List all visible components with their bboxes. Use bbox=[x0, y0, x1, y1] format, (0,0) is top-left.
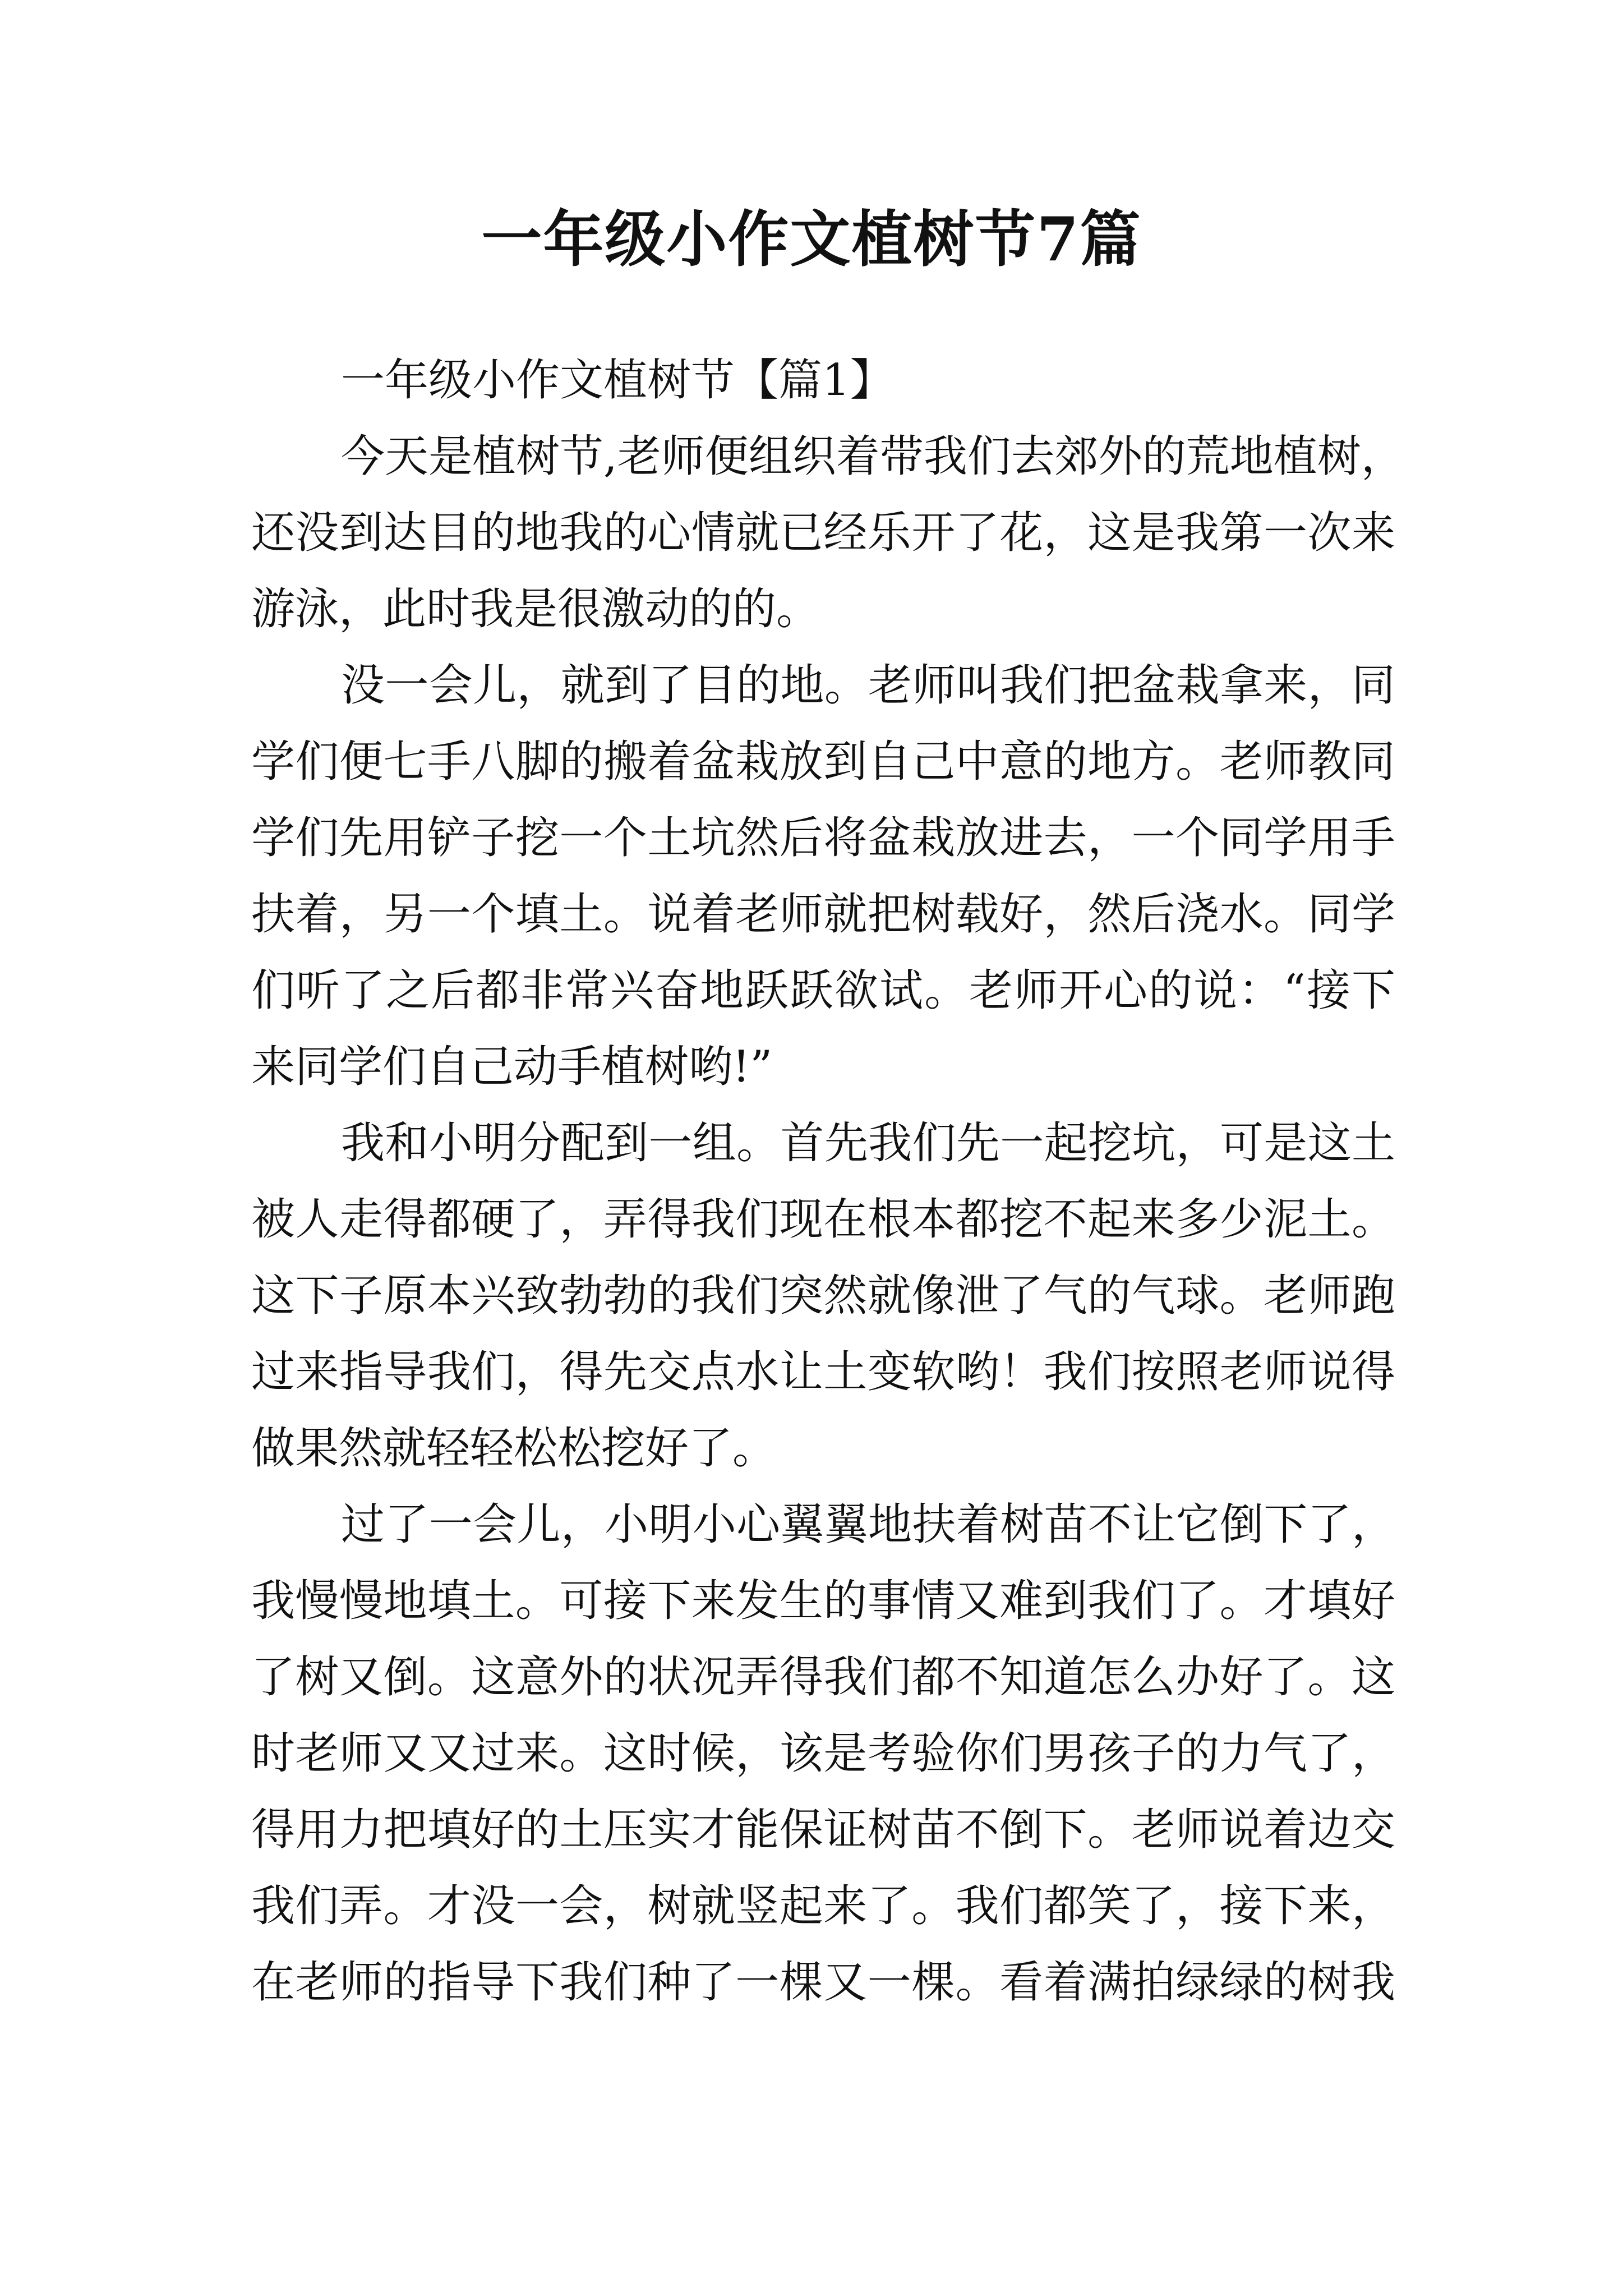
document-title: 一年级小作文植树节7篇 bbox=[481, 204, 1142, 275]
text-line: 时老师又又过来。这时候，该是考验你们男孩子的力气了， bbox=[251, 1728, 1395, 1779]
text-line: 学们便七手八脚的搬着盆栽放到自己中意的地方。老师教同 bbox=[251, 737, 1395, 787]
text-line: 游泳，此时我是很激动的的。 bbox=[251, 584, 820, 634]
text-line: 一年级小作文植树节【篇1】 bbox=[341, 355, 894, 406]
text-line: 还没到达目的地我的心情就已经乐开了花，这是我第一次来 bbox=[251, 508, 1395, 558]
text-line: 这下子原本兴致勃勃的我们突然就像泄了气的气球。老师跑 bbox=[251, 1271, 1395, 1321]
text-line: 过了一会儿，小明小心翼翼地扶着树苗不让它倒下了， bbox=[341, 1499, 1395, 1550]
text-line: 我和小明分配到一组。首先我们先一起挖坑，可是这土 bbox=[341, 1118, 1395, 1168]
text-line: 我们弄。才没一会，树就竖起来了。我们都笑了，接下来， bbox=[251, 1881, 1395, 1931]
text-line: 做果然就轻轻松松挖好了。 bbox=[251, 1423, 777, 1474]
document-body bbox=[251, 342, 1405, 2021]
text-line: 被人走得都硬了，弄得我们现在根本都挖不起来多少泥土。 bbox=[251, 1194, 1395, 1245]
text-line: 今天是植树节,老师便组织着带我们去郊外的荒地植树， bbox=[341, 431, 1405, 482]
text-line: 扶着，另一个填土。说着老师就把树载好，然后浇水。同学 bbox=[251, 889, 1395, 940]
text-line: 过来指导我们，得先交点水让土变软哟！我们按照老师说得 bbox=[251, 1347, 1395, 1397]
text-line: 得用力把填好的土压实才能保证树苗不倒下。老师说着边交 bbox=[251, 1805, 1395, 1855]
text-line: 们听了之后都非常兴奋地跃跃欲试。老师开心的说：“接下 bbox=[251, 965, 1395, 1016]
text-line: 来同学们自己动手植树哟!” bbox=[251, 1042, 773, 1092]
text-line: 了树又倒。这意外的状况弄得我们都不知道怎么办好了。这 bbox=[251, 1652, 1395, 1703]
text-line: 学们先用铲子挖一个土坑然后将盆栽放进去，一个同学用手 bbox=[251, 813, 1395, 863]
text-line: 没一会儿，就到了目的地。老师叫我们把盆栽拿来，同 bbox=[341, 660, 1395, 711]
text-line: 我慢慢地填土。可接下来发生的事情又难到我们了。才填好 bbox=[251, 1576, 1395, 1626]
text-line: 在老师的指导下我们种了一棵又一棵。看着满拍绿绿的树我 bbox=[251, 1957, 1395, 2008]
